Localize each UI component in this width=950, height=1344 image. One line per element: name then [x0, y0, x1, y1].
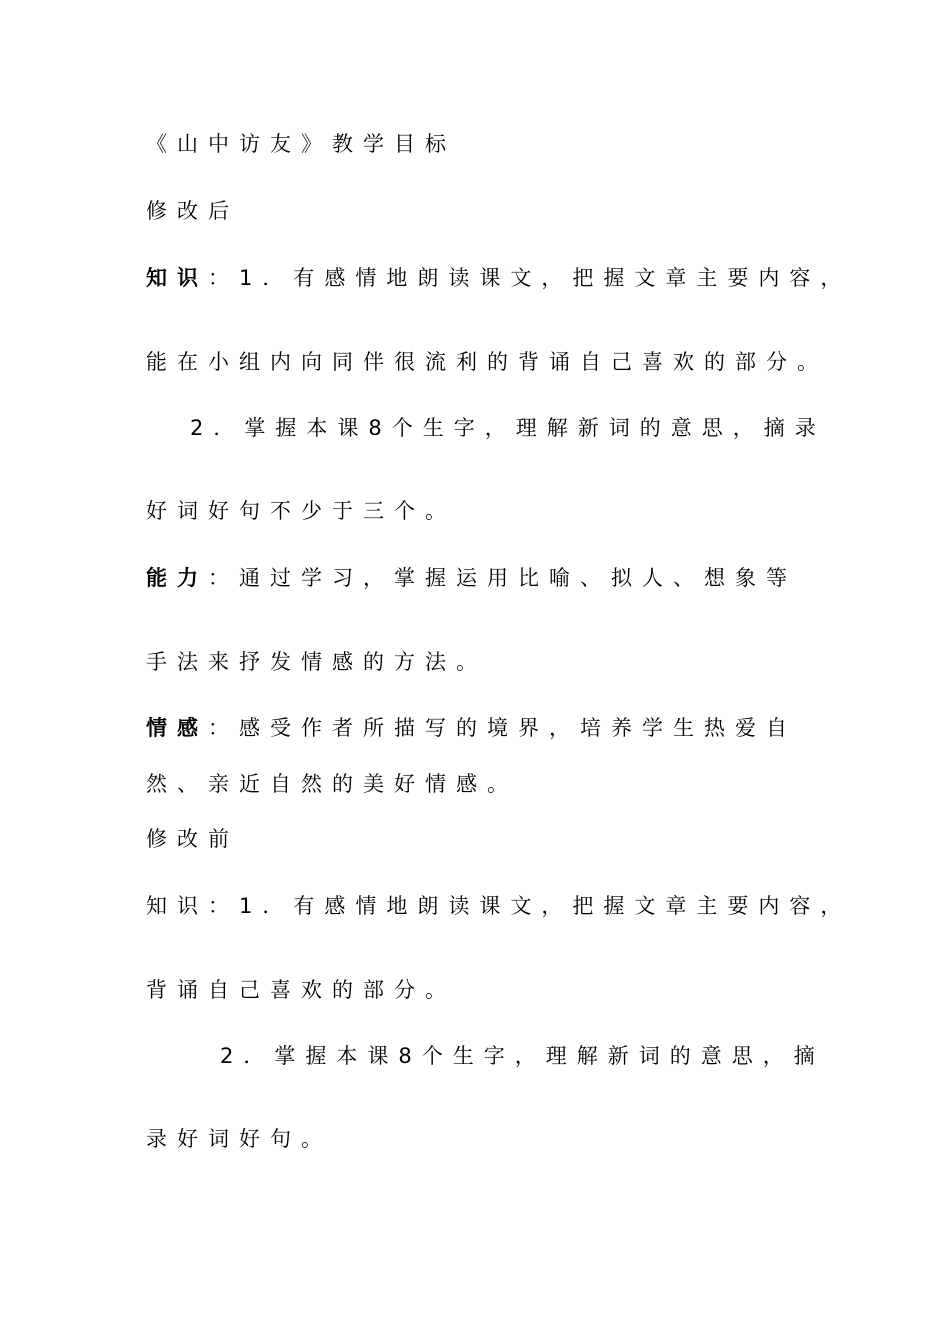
after-ability-text-1: ：通过学习，掌握运用比喻、拟人、想象等: [208, 566, 797, 590]
after-emotion-text-1: ：感受作者所描写的境界，培养学生热爱自: [208, 716, 797, 740]
after-knowledge-line-2: 能在小组内向同伴很流利的背诵自己喜欢的部分。: [146, 350, 828, 374]
after-emotion-line-2: 然、亲近自然的美好情感。: [146, 772, 518, 796]
after-heading: 修改后: [146, 199, 239, 223]
after-knowledge-text-1: ：1．有感情地朗读课文，把握文章主要内容，: [208, 266, 852, 290]
document-title: 《山中访友》教学目标: [146, 132, 456, 156]
after-ability-line-2: 手法来抒发情感的方法。: [146, 650, 487, 674]
before-knowledge-line-1: 知识：1．有感情地朗读课文，把握文章主要内容，: [146, 894, 852, 918]
before-knowledge-line-2: 背诵自己喜欢的部分。: [146, 978, 456, 1002]
after-knowledge-line-1: [146, 264, 851, 292]
after-ability-line-1: [146, 564, 797, 592]
after-knowledge-line-4: 好词好句不少于三个。: [146, 499, 456, 523]
before-knowledge-line-3: 2．掌握本课8个生字，理解新词的意思，摘: [220, 1044, 825, 1068]
after-knowledge-line-3: 2．掌握本课8个生字，理解新词的意思，摘录: [190, 416, 826, 440]
after-emotion-line-1: [146, 714, 797, 742]
before-knowledge-line-4: 录好词好句。: [146, 1127, 332, 1151]
ability-label: 能力: [146, 566, 208, 590]
emotion-label: 情感: [146, 716, 208, 740]
before-heading: 修改前: [146, 827, 239, 851]
knowledge-label: 知识: [146, 266, 208, 290]
